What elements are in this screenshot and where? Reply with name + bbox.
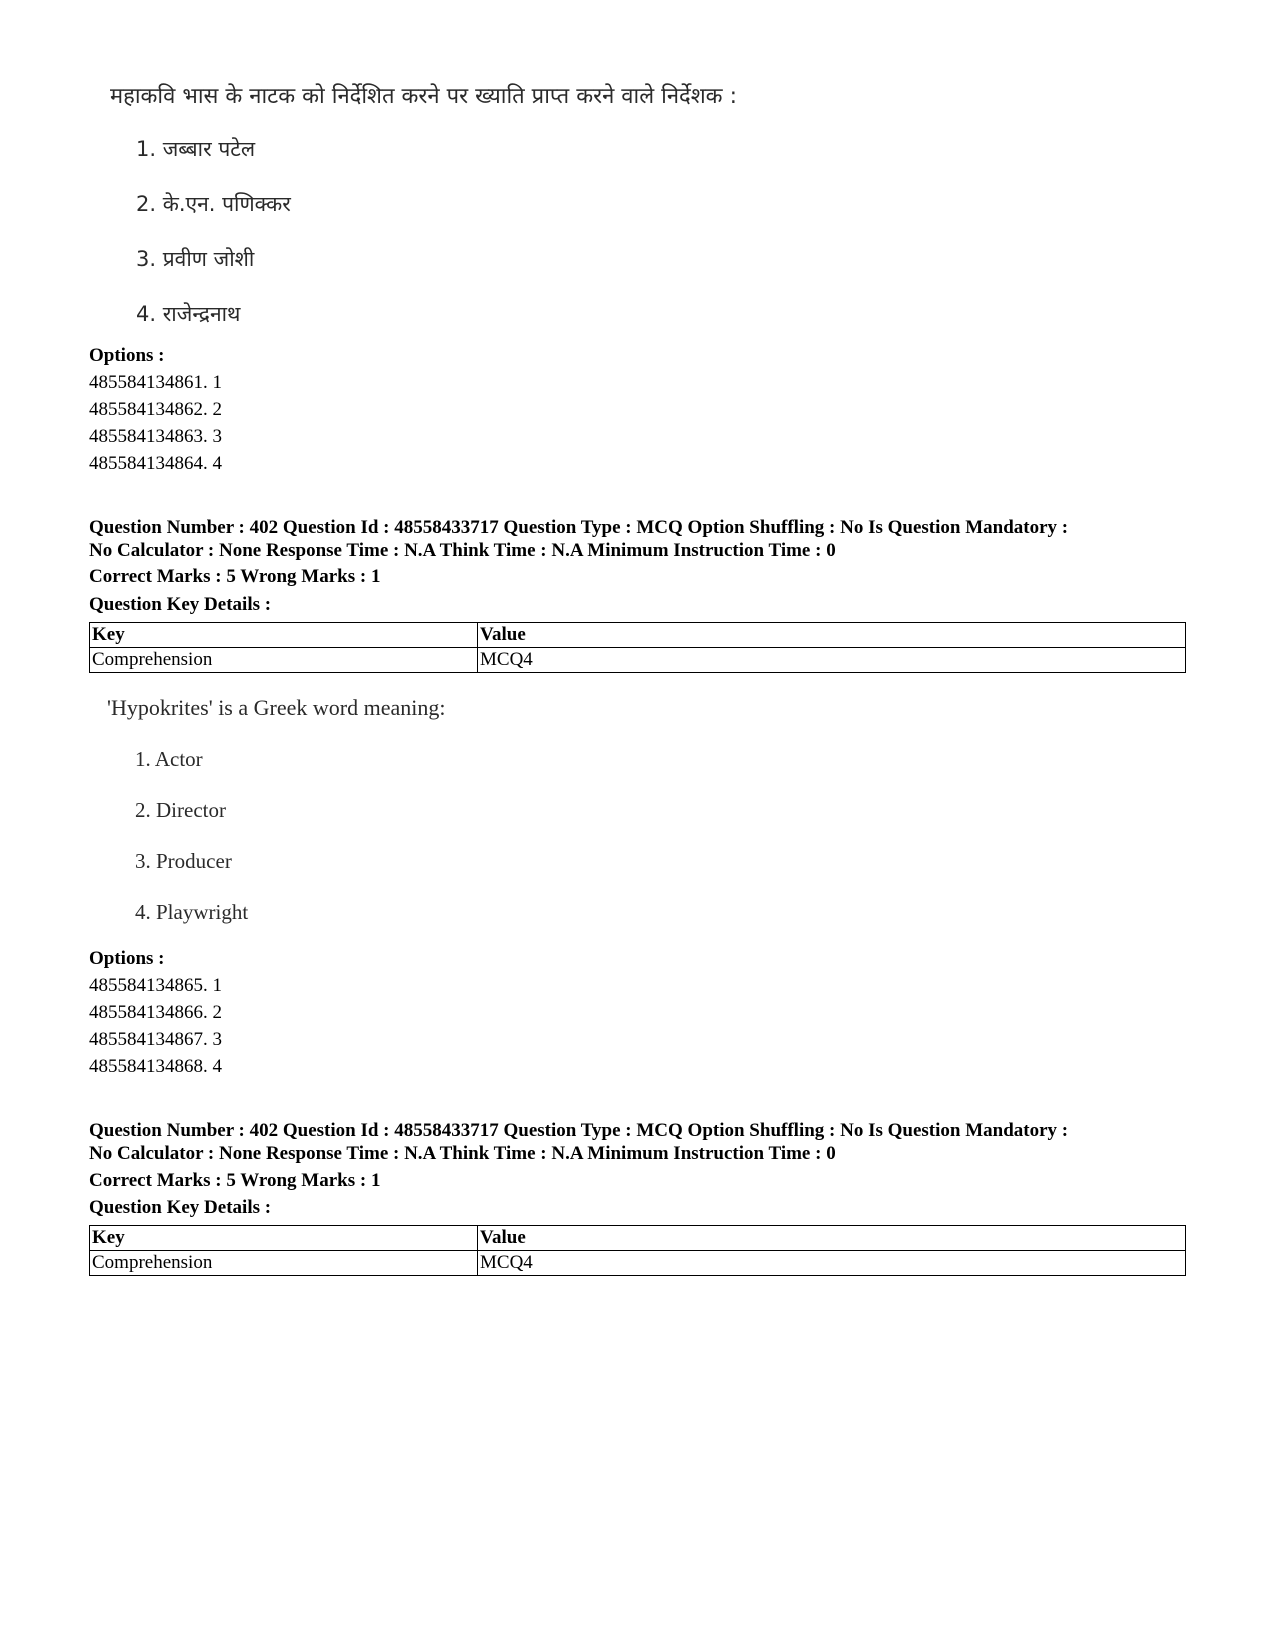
key-details-label: Question Key Details : bbox=[89, 1197, 272, 1218]
table-row bbox=[90, 648, 1186, 673]
table-cell: Comprehension bbox=[90, 1251, 478, 1276]
question-meta-line: No Calculator : None Response Time : N.A Think Time : N.A Minimum Instruction Time : 0 bbox=[89, 1143, 836, 1164]
question-meta-line: Question Number : 402 Question Id : 48558433717 Question Type : MCQ Option Shuffling : No Is Question Mandatory : bbox=[89, 1120, 1069, 1141]
option-item: 485584134862. 2 bbox=[89, 399, 222, 420]
table-header-key: Key bbox=[90, 1226, 478, 1251]
question-meta bbox=[89, 516, 1199, 562]
question-meta-line: Question Number : 402 Question Id : 48558433717 Question Type : MCQ Option Shuffling : No Is Question Mandatory : bbox=[89, 517, 1069, 538]
table-cell: MCQ4 bbox=[478, 648, 1186, 673]
choice-item: 1. जब्बार पटेल bbox=[136, 137, 256, 161]
table-header-key: Key bbox=[90, 623, 478, 648]
marks-line: Correct Marks : 5 Wrong Marks : 1 bbox=[89, 1170, 381, 1191]
marks-line: Correct Marks : 5 Wrong Marks : 1 bbox=[89, 566, 381, 587]
choice-item: 1. Actor bbox=[135, 747, 203, 771]
table-header-row bbox=[90, 623, 1186, 648]
table-header-row bbox=[90, 1226, 1186, 1251]
option-item: 485584134864. 4 bbox=[89, 453, 222, 474]
choice-item: 2. के.एन. पणिक्कर bbox=[136, 192, 291, 216]
question-stem-hindi: महाकवि भास के नाटक को निर्देशित करने पर ख्याति प्राप्त करने वाले निर्देशक : bbox=[110, 84, 737, 109]
option-item: 485584134861. 1 bbox=[89, 372, 222, 393]
options-label: Options : bbox=[89, 345, 165, 366]
key-details-table bbox=[89, 1225, 1186, 1276]
option-item: 485584134867. 3 bbox=[89, 1029, 222, 1050]
choice-item: 2. Director bbox=[135, 798, 226, 822]
choice-item: 4. राजेन्द्रनाथ bbox=[136, 302, 241, 326]
table-row bbox=[90, 1251, 1186, 1276]
key-details-label: Question Key Details : bbox=[89, 594, 272, 615]
option-item: 485584134868. 4 bbox=[89, 1056, 222, 1077]
table-cell: Comprehension bbox=[90, 648, 478, 673]
choice-item: 4. Playwright bbox=[135, 900, 249, 924]
choice-item: 3. Producer bbox=[135, 849, 232, 873]
table-cell: MCQ4 bbox=[478, 1251, 1186, 1276]
question-meta-line: No Calculator : None Response Time : N.A Think Time : N.A Minimum Instruction Time : 0 bbox=[89, 540, 836, 561]
question-meta bbox=[89, 1119, 1199, 1165]
choice-item: 3. प्रवीण जोशी bbox=[136, 247, 255, 271]
table-header-value: Value bbox=[478, 623, 1186, 648]
table-header-value: Value bbox=[478, 1226, 1186, 1251]
key-details-table bbox=[89, 622, 1186, 673]
option-item: 485584134866. 2 bbox=[89, 1002, 222, 1023]
option-item: 485584134863. 3 bbox=[89, 426, 222, 447]
question-stem-english: 'Hypokrites' is a Greek word meaning: bbox=[107, 695, 446, 720]
option-item: 485584134865. 1 bbox=[89, 975, 222, 996]
options-label: Options : bbox=[89, 948, 165, 969]
